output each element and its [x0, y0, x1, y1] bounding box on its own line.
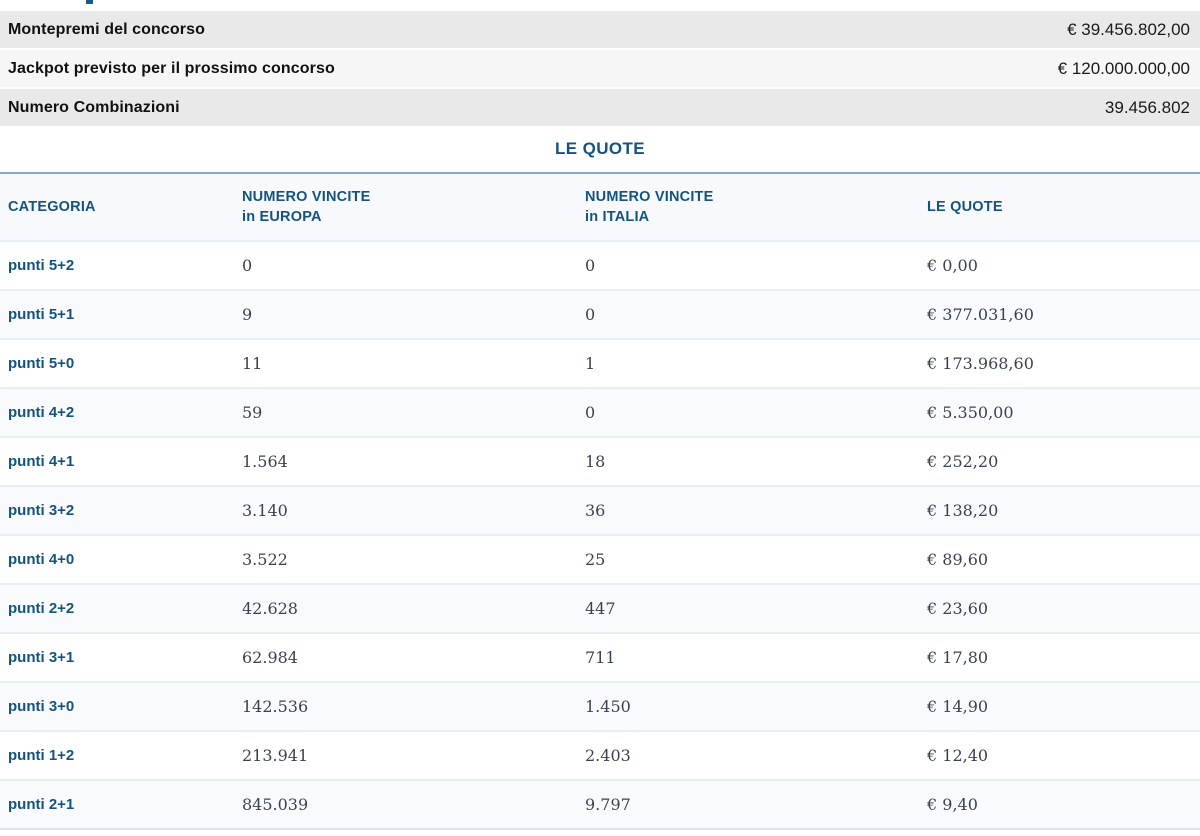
table-row: [0, 289, 1200, 338]
quota-cell: € 17,80: [927, 648, 989, 667]
category-cell: punti 2+1: [8, 796, 75, 813]
italia-wins-cell: 0: [585, 305, 596, 324]
summary-table: [0, 11, 1200, 128]
europa-wins-cell: 62.984: [242, 648, 298, 667]
table-row: [0, 632, 1200, 681]
column-header: NUMERO VINCITE in EUROPA: [242, 189, 371, 225]
italia-wins-cell: 1.450: [585, 697, 631, 716]
quote-table-header-row: [0, 174, 1200, 240]
italia-wins-cell: 36: [585, 501, 606, 520]
europa-wins-cell: 11: [242, 354, 263, 373]
italia-wins-cell: 9.797: [585, 795, 631, 814]
italia-wins-cell: 711: [585, 648, 616, 667]
table-row: [0, 730, 1200, 779]
italia-wins-cell: 2.403: [585, 746, 631, 765]
table-row: [0, 240, 1200, 289]
quota-cell: € 252,20: [927, 452, 999, 471]
summary-row-label: Jackpot previsto per il prossimo concorso: [8, 59, 335, 77]
column-header: NUMERO VINCITE in ITALIA: [585, 189, 714, 225]
column-header: LE QUOTE: [927, 199, 1003, 215]
summary-row-label: Montepremi del concorso: [8, 20, 205, 38]
column-header: CATEGORIA: [8, 199, 96, 215]
quota-cell: € 12,40: [927, 746, 989, 765]
category-cell: punti 3+2: [8, 502, 75, 519]
summary-row: [0, 50, 1200, 87]
summary-row-value: € 120.000.000,00: [1057, 58, 1190, 78]
quota-cell: € 89,60: [927, 550, 989, 569]
quota-cell: € 14,90: [927, 697, 989, 716]
category-cell: punti 4+1: [8, 453, 75, 470]
section-title: LE QUOTE: [554, 139, 646, 158]
category-cell: punti 5+1: [8, 306, 75, 323]
europa-wins-cell: 213.941: [242, 746, 309, 765]
table-row: [0, 338, 1200, 387]
category-cell: punti 2+2: [8, 600, 75, 617]
table-row: [0, 583, 1200, 632]
table-row: [0, 387, 1200, 436]
category-cell: punti 1+2: [8, 747, 75, 764]
europa-wins-cell: 59: [242, 403, 263, 422]
quota-cell: € 377.031,60: [927, 305, 1034, 324]
table-row-partial: [0, 828, 1200, 836]
summary-row-label: Numero Combinazioni: [8, 98, 180, 116]
quota-cell: € 0,00: [927, 256, 978, 275]
quota-cell: € 5.350,00: [927, 403, 1014, 422]
quota-cell: € 138,20: [927, 501, 999, 520]
europa-wins-cell: 0: [242, 256, 253, 275]
category-cell: punti 5+2: [8, 257, 75, 274]
quota-cell: € 23,60: [927, 599, 989, 618]
category-cell: punti 5+0: [8, 355, 75, 372]
category-cell: punti 4+2: [8, 404, 75, 421]
italia-wins-cell: 0: [585, 403, 596, 422]
cut-off-heading-fragment: [86, 0, 93, 4]
quote-table-body: [0, 240, 1200, 828]
table-row: [0, 681, 1200, 730]
italia-wins-cell: 1: [585, 354, 596, 373]
table-row: [0, 436, 1200, 485]
italia-wins-cell: 25: [585, 550, 606, 569]
quote-table: [0, 172, 1200, 836]
category-cell: punti 3+0: [8, 698, 75, 715]
europa-wins-cell: 3.522: [242, 550, 288, 569]
europa-wins-cell: 3.140: [242, 501, 288, 520]
italia-wins-cell: 447: [585, 599, 616, 618]
europa-wins-cell: 1.564: [242, 452, 288, 471]
summary-row: [0, 89, 1200, 126]
europa-wins-cell: 9: [242, 305, 253, 324]
table-row: [0, 779, 1200, 828]
italia-wins-cell: 18: [585, 452, 606, 471]
category-cell: punti 4+0: [8, 551, 75, 568]
italia-wins-cell: 0: [585, 256, 596, 275]
quota-cell: € 9,40: [927, 795, 978, 814]
europa-wins-cell: 845.039: [242, 795, 309, 814]
europa-wins-cell: 142.536: [242, 697, 309, 716]
europa-wins-cell: 42.628: [242, 599, 298, 618]
summary-row-value: 39.456.802: [1104, 97, 1190, 117]
quota-cell: € 173.968,60: [927, 354, 1034, 373]
category-cell: punti 3+1: [8, 649, 75, 666]
summary-row-value: € 39.456.802,00: [1067, 19, 1190, 39]
table-row: [0, 534, 1200, 583]
summary-row: [0, 11, 1200, 48]
table-row: [0, 485, 1200, 534]
